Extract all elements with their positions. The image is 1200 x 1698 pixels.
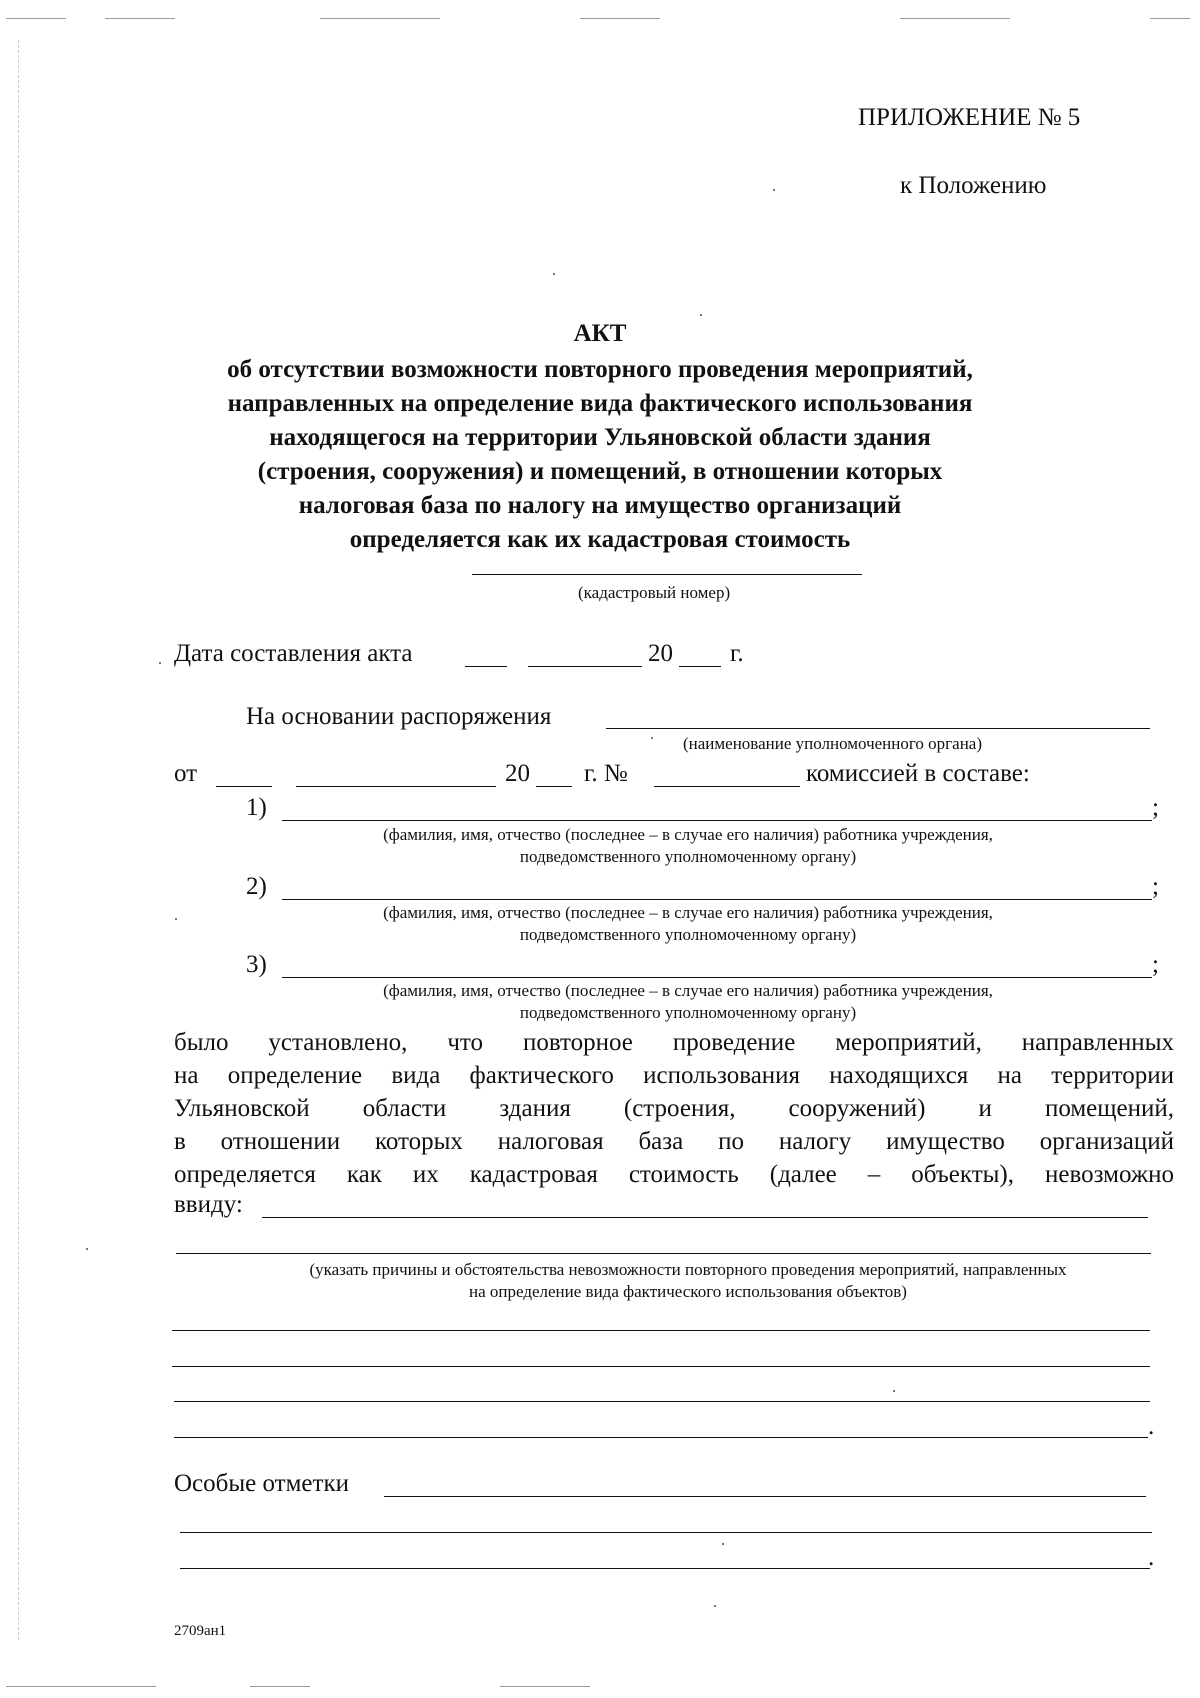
title-line-1: об отсутствии возможности повторного проведения мероприятий, (227, 356, 973, 383)
reason-end: . (1148, 1413, 1155, 1440)
cadastral-number-field[interactable] (472, 574, 862, 575)
date-year-prefix: 20 (648, 640, 673, 667)
title-line-3: находящегося на территории Ульяновской области здания (269, 424, 931, 451)
finding-line-3: Ульяновской области здания (строения, сооружений) и помещений, (174, 1095, 1174, 1122)
finding-line-2: на определение вида фактического использования находящихся на территории (174, 1062, 1174, 1089)
member-1-number: 1) (246, 794, 267, 821)
member-1-caption-1: (фамилия, имя, отчество (последнее – в случае его наличия) работника учреждения, (383, 825, 993, 844)
reason-caption-2: на определение вида фактического использования объектов) (469, 1282, 907, 1301)
member-2-caption-2: подведомственного уполномоченному органу) (519, 925, 857, 944)
reason-caption-1: (указать причины и обстоятельства невозможности повторного проведения мероприятий, направленных (309, 1260, 1067, 1279)
member-3-caption-1: (фамилия, имя, отчество (последнее – в случае его наличия) работника учреждения, (383, 981, 993, 1000)
order-year-prefix: 20 (505, 760, 530, 787)
document-title: АКТ (573, 320, 627, 347)
notes-field-2[interactable] (180, 1532, 1152, 1533)
order-label: На основании распоряжения (246, 703, 552, 730)
finding-line-1: было установлено, что повторное проведение мероприятий, направленных (174, 1029, 1174, 1056)
member-3-end: ; (1152, 951, 1159, 978)
title-line-5: налоговая база по налогу на имущество организаций (298, 492, 902, 519)
member-2-number: 2) (246, 873, 267, 900)
order-day-field[interactable] (216, 786, 272, 787)
reason-field-5[interactable] (174, 1401, 1150, 1402)
reason-field-4[interactable] (172, 1366, 1150, 1367)
notes-field-1[interactable] (384, 1496, 1146, 1497)
date-label: Дата составления акта (174, 640, 413, 667)
member-2-end: ; (1152, 873, 1159, 900)
reason-field-2[interactable] (176, 1253, 1151, 1254)
authority-name-field[interactable] (606, 728, 1150, 729)
notes-label: Особые отметки (174, 1470, 349, 1497)
title-line-6: определяется как их кадастровая стоимость (349, 526, 851, 553)
reason-field-1[interactable] (262, 1217, 1148, 1218)
notes-field-3[interactable] (180, 1568, 1150, 1569)
finding-last-word: ввиду: (174, 1191, 243, 1218)
to-regulation-label: к Положению (900, 172, 1047, 199)
date-year-field[interactable] (679, 666, 721, 667)
commission-label: комиссией в составе: (806, 760, 1030, 787)
finding-line-5: определяется как их кадастровая стоимость (далее – объекты), невозможно (174, 1161, 1174, 1188)
title-line-4: (строения, сооружения) и помещений, в отношении которых (257, 458, 943, 485)
member-2-caption-1: (фамилия, имя, отчество (последнее – в случае его наличия) работника учреждения, (383, 903, 993, 922)
member-3-number: 3) (246, 951, 267, 978)
date-year-suffix: г. (730, 640, 744, 667)
title-line-2: направленных на определение вида фактического использования (227, 390, 973, 417)
order-year-field[interactable] (536, 786, 572, 787)
order-from-label: от (174, 760, 198, 787)
member-1-field[interactable] (282, 820, 1152, 821)
member-3-caption-2: подведомственного уполномоченному органу) (519, 1003, 857, 1022)
appendix-number: ПРИЛОЖЕНИЕ № 5 (858, 104, 1081, 131)
date-day-field[interactable] (465, 666, 507, 667)
authority-name-caption: (наименование уполномоченного органа) (683, 734, 983, 753)
date-month-field[interactable] (528, 666, 642, 667)
reason-field-6[interactable] (174, 1437, 1148, 1438)
order-number-label: г. № (584, 760, 628, 787)
reason-field-3[interactable] (172, 1330, 1150, 1331)
member-1-caption-2: подведомственного уполномоченному органу) (519, 847, 857, 866)
member-3-field[interactable] (282, 977, 1152, 978)
document-code: 2709ан1 (174, 1623, 227, 1639)
member-2-field[interactable] (282, 899, 1152, 900)
notes-end: . (1148, 1544, 1155, 1571)
cadastral-number-caption: (кадастровый номер) (578, 583, 731, 602)
member-1-end: ; (1152, 794, 1159, 821)
order-month-field[interactable] (296, 786, 496, 787)
finding-line-4: в отношении которых налоговая база по налогу имущество организаций (174, 1128, 1174, 1155)
order-number-field[interactable] (654, 786, 800, 787)
